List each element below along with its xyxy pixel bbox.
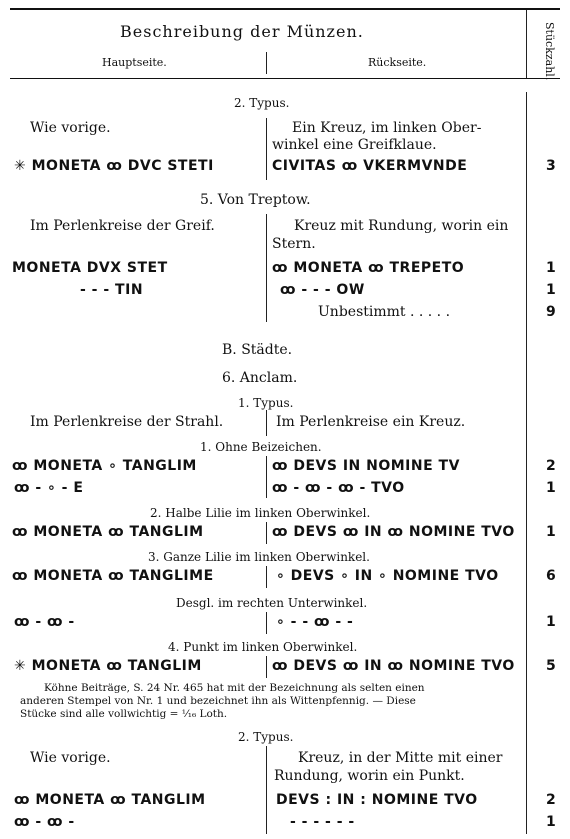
piece-count: 6 (546, 568, 556, 584)
section-heading: 5. Von Treptow. (200, 192, 311, 208)
reverse-legend: ꝏ - ꝏ - ꝏ - TVO (272, 480, 405, 496)
reverse-description: Unbestimmt . . . . . (318, 304, 451, 320)
type-heading: 2. Typus. (238, 730, 294, 744)
top-rule (10, 8, 560, 10)
reverse-description: Kreuz mit Rundung, worin ein (294, 218, 509, 234)
piece-count: 1 (546, 524, 556, 540)
obverse-legend: ꝏ MONETA ∘ TANGLIM (12, 458, 197, 474)
reverse-legend: CIVITAS ꝏ VKERMVNDE (272, 158, 468, 174)
obverse-legend: ꝏ MONETA ꝏ TANGLIM (14, 792, 206, 808)
column-divider (266, 566, 267, 588)
obverse-legend: ꝏ - ꝏ - (14, 814, 75, 830)
obverse-legend: ꝏ - ∘ - E (14, 480, 84, 496)
footnote-line: Stücke sind alle vollwichtig = ¹⁄₁₆ Loth. (20, 708, 228, 720)
reverse-description-cont: Rundung, worin ein Punkt. (274, 768, 465, 784)
piece-count: 1 (546, 814, 556, 830)
obverse-legend: ✳ MONETA ꝏ DVC STETI (14, 158, 214, 174)
piece-count: 3 (546, 158, 556, 174)
count-column-divider (526, 10, 527, 78)
piece-count: 2 (546, 458, 556, 474)
obverse-legend: ꝏ MONETA ꝏ TANGLIM (12, 524, 204, 540)
reverse-legend: ꝏ DEVS ꝏ IN ꝏ NOMINE TVO (272, 658, 515, 674)
piece-count: 2 (546, 792, 556, 808)
obverse-description: Im Perlenkreise der Strahl. (30, 414, 224, 430)
column-divider (266, 746, 267, 834)
piece-count: 1 (546, 260, 556, 276)
piece-count: 1 (546, 614, 556, 630)
reverse-legend: ꝏ DEVS IN NOMINE TV (272, 458, 460, 474)
group-heading: 3. Ganze Lilie im linken Oberwinkel. (148, 550, 370, 564)
type-heading: 1. Typus. (238, 396, 294, 410)
section-heading: 2. Typus. (234, 96, 290, 110)
piece-count: 5 (546, 658, 556, 674)
reverse-description: Im Perlenkreise ein Kreuz. (276, 414, 466, 430)
column-divider (266, 456, 267, 498)
reverse-legend: ∘ - - ꝏ - - (276, 614, 354, 630)
obverse-description: Wie vorige. (30, 120, 111, 136)
column-divider (266, 522, 267, 544)
obverse-description: Im Perlenkreise der Greif. (30, 218, 215, 234)
piece-count: 1 (546, 282, 556, 298)
reverse-legend: ꝏ - - - OW (280, 282, 365, 298)
footnote-line: Köhne Beiträge, S. 24 Nr. 465 hat mit der Bezeichnung als selten einen (44, 682, 425, 694)
column-divider (266, 118, 267, 180)
obverse-heading: Hauptseite. (102, 56, 167, 69)
column-divider (266, 410, 267, 436)
group-heading: 2. Halbe Lilie im linken Oberwinkel. (150, 506, 371, 520)
group-heading: 1. Ohne Beizeichen. (200, 440, 322, 454)
table-title: Beschreibung der Münzen. (120, 22, 364, 41)
footnote-line: anderen Stempel von Nr. 1 und bezeichnet ihn als Wittenpfennig. — Diese (20, 695, 416, 707)
reverse-description-cont: winkel eine Greifklaue. (272, 137, 437, 153)
reverse-description: Ein Kreuz, im linken Ober- (292, 120, 482, 136)
header-bottom-rule (10, 78, 560, 79)
reverse-description: Kreuz, in der Mitte mit einer (298, 750, 503, 766)
obverse-legend: ꝏ - ꝏ - (14, 614, 75, 630)
obverse-legend: - - - TIN (80, 282, 144, 298)
obverse-legend: ✳ MONETA ꝏ TANGLIM (14, 658, 202, 674)
group-heading: Desgl. im rechten Unterwinkel. (176, 596, 368, 610)
reverse-legend: ∘ DEVS ∘ IN ∘ NOMINE TVO (276, 568, 499, 584)
section-subheading: 6. Anclam. (222, 370, 298, 386)
count-heading: Stückzahl. (543, 22, 556, 81)
reverse-legend: DEVS : IN : NOMINE TVO (276, 792, 478, 808)
piece-count: 1 (546, 480, 556, 496)
reverse-legend: - - - - - - (290, 814, 355, 830)
reverse-description-cont: Stern. (272, 236, 316, 252)
reverse-heading: Rückseite. (368, 56, 427, 69)
header-divider (266, 52, 267, 74)
reverse-legend: ꝏ DEVS ꝏ IN ꝏ NOMINE TVO (272, 524, 515, 540)
obverse-legend: ꝏ MONETA ꝏ TANGLIME (12, 568, 214, 584)
column-divider (266, 214, 267, 322)
count-column-rule (526, 92, 527, 834)
obverse-description: Wie vorige. (30, 750, 111, 766)
section-heading: B. Städte. (222, 342, 293, 358)
obverse-legend: MONETA DVX STET (12, 260, 168, 276)
reverse-legend: ꝏ MONETA ꝏ TREPETO (272, 260, 465, 276)
piece-count: 9 (546, 304, 556, 320)
group-heading: 4. Punkt im linken Oberwinkel. (168, 640, 358, 654)
column-divider (266, 612, 267, 634)
column-divider (266, 656, 267, 678)
